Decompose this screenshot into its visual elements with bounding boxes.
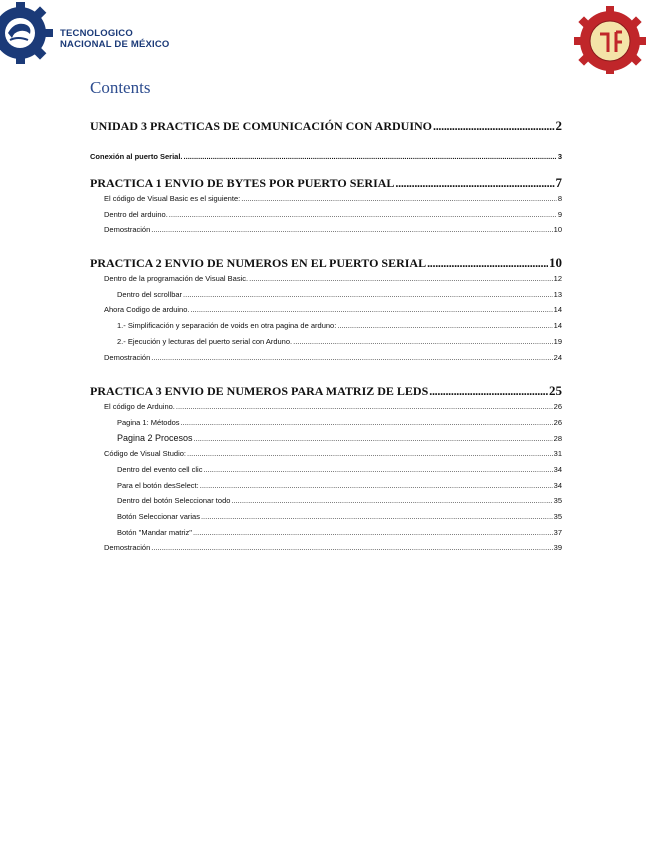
- table-of-contents: [90, 118, 562, 556]
- toc-entry[interactable]: [90, 334, 562, 350]
- institution-line1: TECNOLOGICO: [60, 28, 133, 39]
- toc-entry-title: Botón Seleccionar varias: [117, 512, 200, 521]
- toc-entry[interactable]: [90, 175, 562, 191]
- toc-dot-leader: [169, 207, 557, 223]
- toc-entry-page: 25: [549, 383, 562, 399]
- toc-entry[interactable]: [90, 509, 562, 525]
- toc-entry-page: 35: [553, 496, 562, 506]
- toc-dot-leader: [395, 175, 554, 191]
- tecnm-logo-icon: [0, 0, 56, 70]
- toc-entry[interactable]: [90, 350, 562, 366]
- toc-entry-page: 26: [553, 417, 562, 427]
- toc-dot-leader: [184, 150, 557, 164]
- toc-dot-leader: [181, 415, 553, 431]
- toc-entry-page: 10: [553, 225, 562, 235]
- toc-entry-title: Código de Visual Studio:: [104, 449, 187, 459]
- toc-entry-page: 37: [553, 527, 562, 537]
- toc-entry-title: PRACTICA 2 ENVIO DE NUMEROS EN EL PUERTO SERIAL: [90, 256, 427, 271]
- toc-entry-page: 12: [553, 274, 562, 284]
- toc-dot-leader: [293, 334, 553, 350]
- toc-entry[interactable]: [90, 431, 562, 447]
- toc-entry-title: Conexión al puerto Serial.: [90, 152, 183, 161]
- toc-entry-title: Dentro del scrollbar: [117, 289, 183, 299]
- toc-entry-title: PRACTICA 1 ENVIO DE BYTES POR PUERTO SERIAL: [90, 176, 395, 190]
- toc-dot-leader: [194, 431, 553, 447]
- toc-entry[interactable]: [90, 271, 562, 287]
- toc-entry-page: 14: [553, 321, 562, 331]
- page-header: [0, 0, 655, 80]
- toc-dot-leader: [200, 478, 553, 494]
- toc-entry-title: Para el botón desSelect:: [117, 480, 199, 490]
- toc-entry[interactable]: [90, 302, 562, 318]
- toc-dot-leader: [231, 493, 552, 509]
- toc-dot-leader: [151, 222, 552, 238]
- toc-entry-page: 34: [553, 480, 562, 490]
- toc-entry-page: 31: [553, 449, 562, 459]
- toc-dot-leader: [433, 118, 554, 134]
- toc-entry[interactable]: [90, 118, 562, 134]
- toc-entry-page: 24: [553, 352, 562, 362]
- toc-entry-title: 2.- Ejecución y lecturas del puerto serial con Arduno.: [117, 336, 293, 346]
- toc-entry[interactable]: [90, 150, 562, 164]
- toc-dot-leader: [337, 318, 552, 334]
- toc-entry-title: El código de Arduino.: [104, 402, 175, 412]
- toc-dot-leader: [183, 287, 553, 303]
- toc-entry-page: 8: [557, 194, 562, 203]
- toc-spacer: [90, 134, 562, 150]
- toc-dot-leader: [241, 191, 557, 207]
- toc-entry[interactable]: [90, 540, 562, 556]
- toc-dot-leader: [201, 509, 553, 525]
- toc-entry[interactable]: [90, 191, 562, 207]
- toc-dot-leader: [151, 350, 552, 366]
- institution-name: [60, 28, 170, 50]
- toc-dot-leader: [176, 399, 553, 415]
- toc-entry-title: Pagina 1: Métodos: [117, 417, 180, 427]
- toc-entry[interactable]: [90, 383, 562, 399]
- toc-entry-title: Demostración: [104, 225, 151, 235]
- toc-entry-title: Pagina 2 Procesos: [117, 432, 193, 443]
- toc-entry[interactable]: [90, 287, 562, 303]
- toc-entry[interactable]: [90, 525, 562, 541]
- toc-entry-title: Dentro de la programación de Visual Basic.: [104, 274, 249, 284]
- toc-entry-page: 10: [549, 255, 562, 271]
- toc-entry-page: 39: [553, 543, 562, 553]
- toc-dot-leader: [193, 525, 553, 541]
- toc-entry-title: UNIDAD 3 PRACTICAS DE COMUNICACIÓN CON ARDUINO: [90, 119, 433, 133]
- toc-dot-leader: [427, 255, 548, 271]
- toc-entry[interactable]: [90, 255, 562, 271]
- contents-heading: Contents: [90, 78, 151, 97]
- toc-entry-title: 1.- Simplificación y separación de voids en otra pagina de arduno:: [117, 321, 337, 331]
- toc-entry-title: Demostración: [104, 543, 151, 553]
- toc-entry[interactable]: [90, 207, 562, 223]
- toc-entry-page: 19: [553, 336, 562, 346]
- toc-entry-title: Ahora Codigo de arduino.: [104, 305, 190, 315]
- toc-entry-title: PRACTICA 3 ENVIO DE NUMEROS PARA MATRIZ DE LEDS: [90, 384, 429, 399]
- toc-entry[interactable]: [90, 462, 562, 478]
- toc-entry[interactable]: [90, 222, 562, 238]
- toc-entry-page: 2: [555, 118, 562, 133]
- toc-entry[interactable]: [90, 415, 562, 431]
- toc-dot-leader: [190, 302, 552, 318]
- toc-entry-page: 26: [553, 402, 562, 412]
- toc-entry-page: 34: [553, 464, 562, 474]
- toc-entry[interactable]: [90, 446, 562, 462]
- toc-entry-title: Dentro del botón Seleccionar todo: [117, 496, 231, 506]
- toc-spacer: [90, 365, 562, 383]
- toc-entry[interactable]: [90, 493, 562, 509]
- toc-entry-title: Dentro del arduino.: [104, 209, 168, 219]
- toc-entry-title: Dentro del evento cell clic: [117, 464, 203, 474]
- toc-dot-leader: [151, 540, 552, 556]
- toc-dot-leader: [429, 383, 548, 399]
- institute-seal-icon: [572, 4, 648, 76]
- toc-entry-page: 9: [557, 209, 562, 219]
- toc-entry[interactable]: [90, 399, 562, 415]
- toc-entry-page: 14: [553, 305, 562, 315]
- toc-entry[interactable]: [90, 478, 562, 494]
- toc-entry-title: El código de Visual Basic es el siguiente:: [104, 194, 241, 203]
- toc-entry-title: Demostración: [104, 352, 151, 362]
- institution-line2: NACIONAL DE MÉXICO: [60, 39, 170, 50]
- toc-entry-title: Botón "Mandar matriz": [117, 527, 192, 537]
- toc-entry-page: 7: [555, 175, 562, 190]
- toc-entry-page: 13: [553, 289, 562, 299]
- toc-spacer: [90, 238, 562, 255]
- toc-dot-leader: [187, 446, 553, 462]
- toc-dot-leader: [249, 271, 553, 287]
- toc-dot-leader: [203, 462, 552, 478]
- toc-entry[interactable]: [90, 318, 562, 334]
- toc-entry-page: 28: [553, 433, 562, 443]
- toc-spacer: [90, 164, 562, 175]
- toc-entry-page: 3: [557, 152, 562, 161]
- toc-entry-page: 35: [553, 512, 562, 521]
